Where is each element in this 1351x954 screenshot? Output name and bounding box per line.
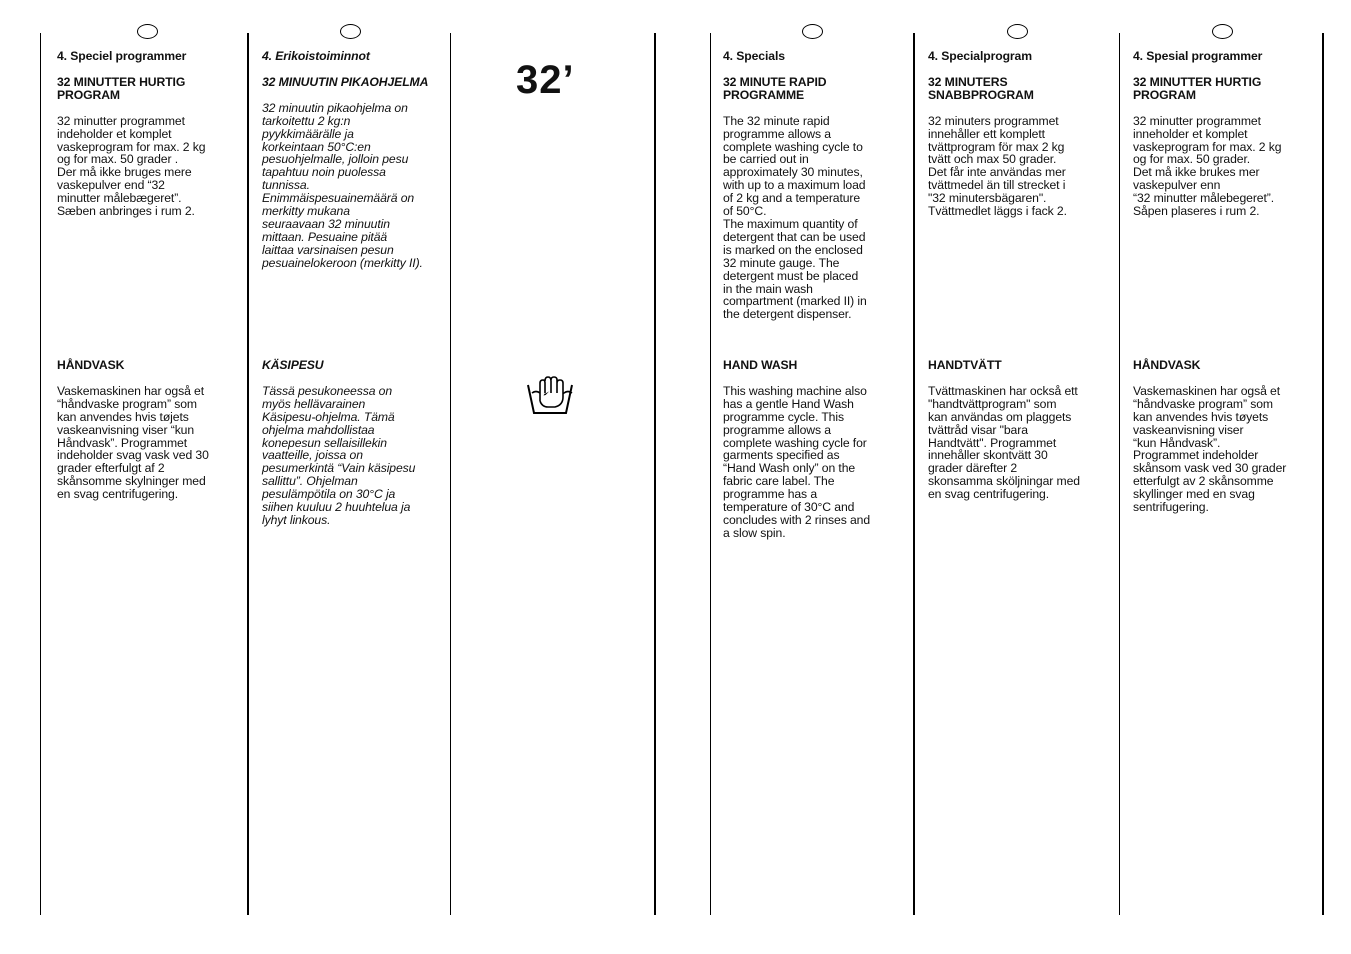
handwash-block-swedish <box>928 359 1114 501</box>
column-swedish <box>928 50 1114 218</box>
page-number-mark: 32’ <box>516 58 575 102</box>
handwash-title: HANDTVÄTT <box>928 358 1002 372</box>
handwash-block-english <box>723 359 908 540</box>
oval-hole-icon <box>137 24 158 39</box>
handwash-text: This washing machine also has a gentle Hand Wash programme cycle. This programme allows a complete washing cycle for garments specified as “Hand Wash only” on the fabric care label. The programme has a temperature of 30°C and concludes with 2 rinses and a slow spin. <box>723 383 871 540</box>
handwash-block-norwegian <box>1133 359 1319 514</box>
programme-title: 32 MINUTE RAPID PROGRAMME <box>723 74 827 102</box>
section-heading: 4. Specialprogram <box>928 49 1032 63</box>
handwash-title: HAND WASH <box>723 358 798 372</box>
oval-hole-icon <box>340 24 361 39</box>
oval-hole-icon <box>802 24 823 39</box>
section-heading: 4. Specials <box>723 49 785 63</box>
programme-text: 32 minuters programmet innehåller ett komplett tvättprogram för max 2 kg tvätt och max 50 grader. Det får inte användas mer tvättmedel än till strecket i "32 minutersbägaren". Tvättmedlet läggs i fack 2. <box>928 113 1067 219</box>
programme-text: 32 minutter programmet inneholder et komplet vaskeprogram for max. 2 kg og for max. 50 grader. Det må ikke brukes mer vaskepulver enn “32 minutter målebegeret”. Såpen plaseres i rum 2. <box>1133 113 1282 219</box>
column-divider <box>450 33 451 915</box>
column-divider <box>247 33 249 915</box>
programme-title: 32 MINUTERS SNABBPROGRAM <box>928 74 1034 102</box>
column-danish <box>57 50 242 218</box>
column-divider <box>1119 33 1120 915</box>
oval-hole-icon <box>1212 24 1233 39</box>
programme-text: The 32 minute rapid programme allows a complete washing cycle to be carried out in approximately 30 minutes, with up to a maximum load of 2 kg and a temperature of 50°C. The maximum quantity of detergent that can be used is marked on the enclosed 32 minute gauge. The detergent must be placed in the main wash compartment (marked II) in the detergent dispenser. <box>723 113 867 322</box>
column-divider <box>710 33 711 915</box>
section-heading: 4. Erikoistoiminnot <box>262 49 370 63</box>
handwash-title: HÅNDVASK <box>1133 358 1201 372</box>
programme-title: 32 MINUTTER HURTIG PROGRAM <box>57 74 186 102</box>
handwash-block-finnish <box>262 359 447 527</box>
column-divider <box>913 33 915 915</box>
handwash-text: Vaskemaskinen har også et “håndvaske program” som kan anvendes hvis tøjets vaskeanvisning viser “kun Håndvask”. Programmet indeholder svag vask ved 30 grader efterfulgt af 2 skånsomme skylninger med en svag centrifugering. <box>57 383 209 502</box>
programme-text: 32 minutter programmet indeholder et komplet vaskeprogram for max. 2 kg og for max. 50 grader . Der må ikke bruges mere vaskepulver end “32 minutter målebægeret”. Sæben anbringes i rum 2. <box>57 113 206 219</box>
handwash-text: Tvättmaskinen har också ett "handtvättprogram" som kan användas om plaggets tvättråd visar "bara Handtvätt". Programmet innehåller skontvätt 30 grader därefter 2 skonsamma sköljningar med en svag centrifugering. <box>928 383 1080 502</box>
column-norwegian <box>1133 50 1319 218</box>
programme-text: 32 minuutin pikaohjelma on tarkoitettu 2 kg:n pyykkimäärälle ja korkeintaan 50°C:en pesuohjelmalle, jolloin pesu tapahtuu noin puolessa tunnissa. Enimmäispesuainemäärä on merkitty mukana seuraavaan 32 minuutin mittaan. Pesuaine pitää laittaa varsinaisen pesun pesuainelokeroon (merkitty II). <box>262 100 423 270</box>
page-divider <box>654 33 656 915</box>
column-divider <box>1322 33 1324 915</box>
handwash-block-danish <box>57 359 242 501</box>
hand-wash-symbol-icon <box>526 371 574 417</box>
handwash-title: KÄSIPESU <box>262 358 324 372</box>
handwash-text: Tässä pesukoneessa on myös hellävarainen Käsipesu-ohjelma. Tämä ohjelma mahdollistaa konepesun sellaisillekin vaatteille, joissa on pesumerkintä “Vain käsipesu sallittu”. Ohjelman pesulämpötila on 30°C ja siihen kuuluu 2 huuhtelua ja lyhyt linkous. <box>262 383 416 527</box>
column-english <box>723 50 908 321</box>
oval-hole-icon <box>1007 24 1028 39</box>
section-heading: 4. Spesial programmer <box>1133 49 1263 63</box>
programme-title: 32 MINUUTIN PIKAOHJELMA <box>262 74 429 89</box>
handwash-text: Vaskemaskinen har også et “håndvaske program” som kan anvendes hvis tøyets vaskeanvisning viser “kun Håndvask”. Programmet indeholder skånsom vask ved 30 grader etterfulgt av 2 skånsomme skyllinger med en svag sentrifugering. <box>1133 383 1287 515</box>
section-heading: 4. Speciel programmer <box>57 49 187 63</box>
column-divider <box>40 33 41 915</box>
programme-title: 32 MINUTTER HURTIG PROGRAM <box>1133 74 1262 102</box>
handwash-title: HÅNDVASK <box>57 358 125 372</box>
column-finnish <box>262 50 447 270</box>
